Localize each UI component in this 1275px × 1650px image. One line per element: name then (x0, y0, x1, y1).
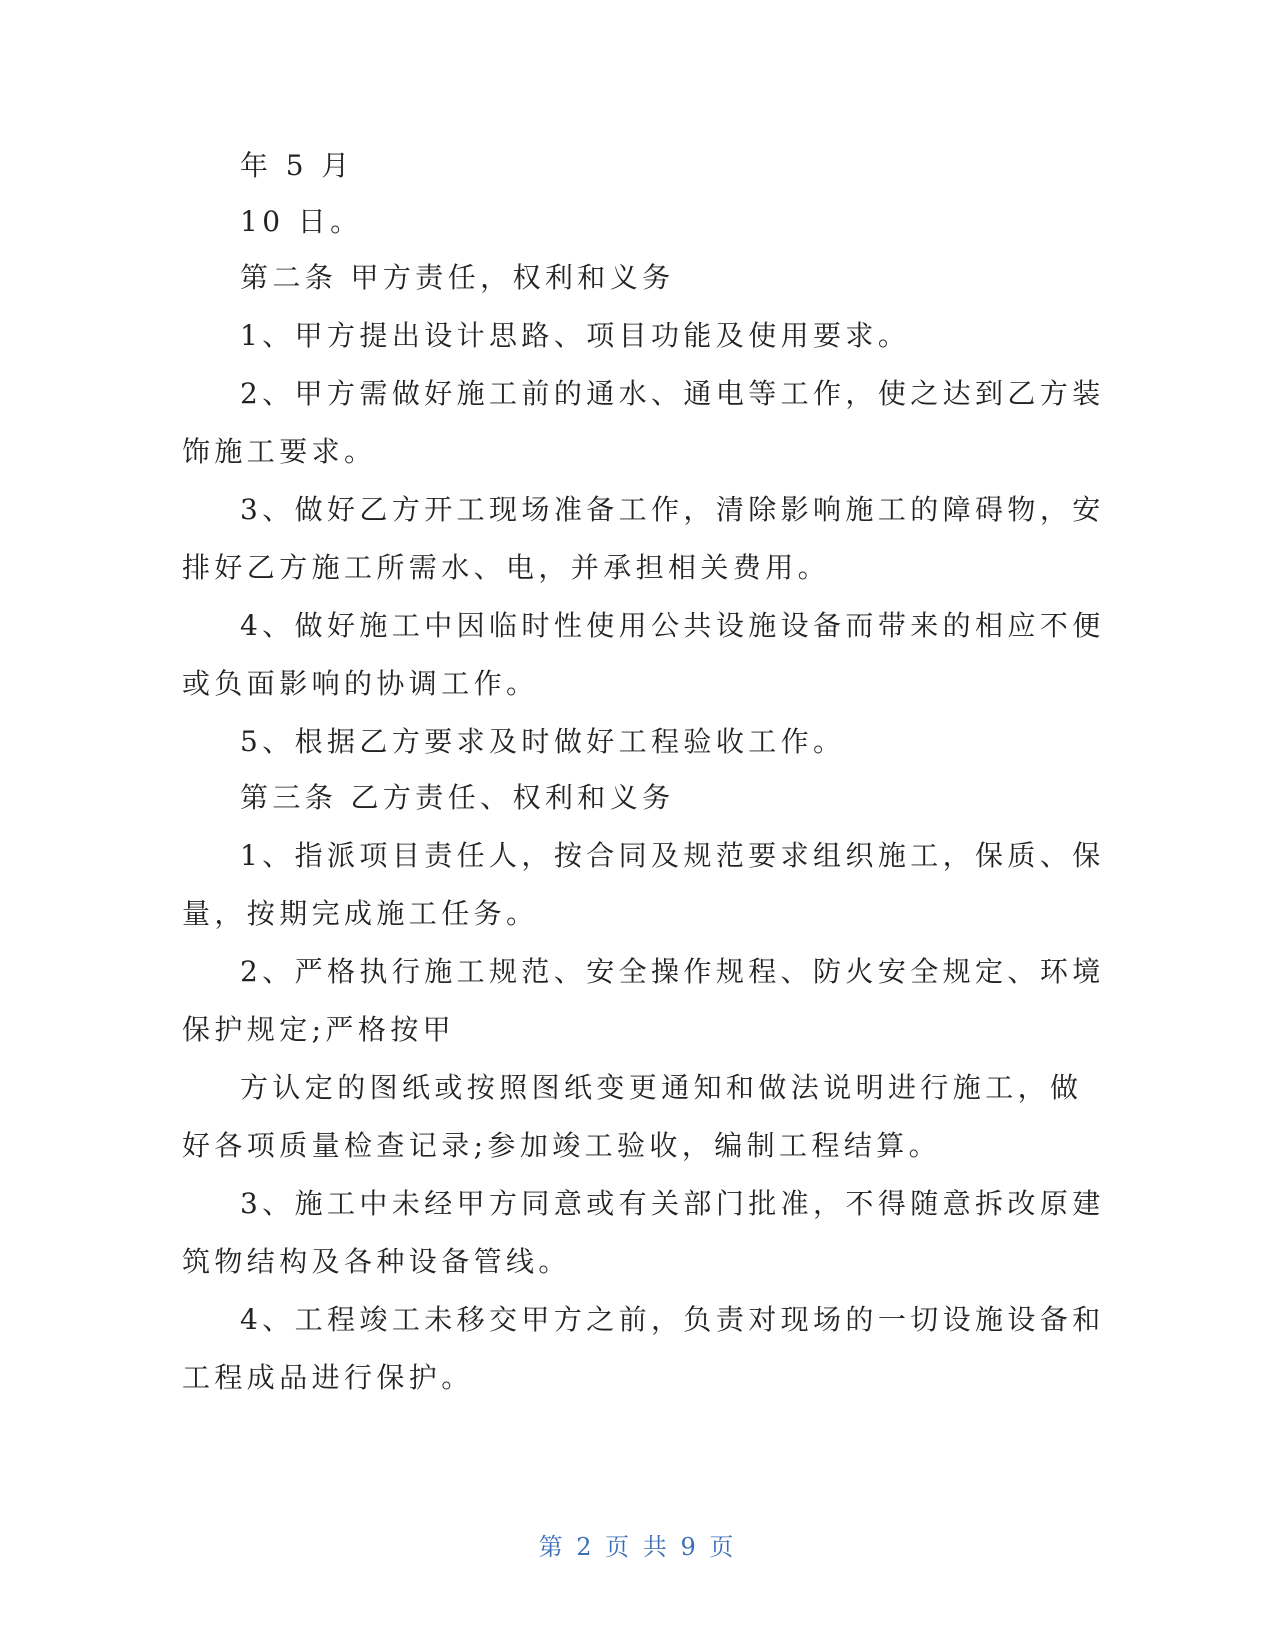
page-footer: 第 2 页 共 9 页 (538, 1533, 737, 1561)
text-line: 2、严格执行施工规范、安全操作规程、防火安全规定、环境 (240, 955, 1105, 988)
text-line: 4、做好施工中因临时性使用公共设施设备而带来的相应不便 (240, 609, 1105, 642)
text-line: 3、做好乙方开工现场准备工作，清除影响施工的障碍物，安 (240, 493, 1105, 526)
section-heading: 第三条 乙方责任、权利和义务 (240, 781, 675, 814)
text-line: 4、工程竣工未移交甲方之前，负责对现场的一切设施设备和 (240, 1303, 1105, 1336)
text-line: 好各项质量检查记录;参加竣工验收，编制工程结算。 (182, 1129, 942, 1162)
text-line: 10 日。 (240, 205, 363, 238)
text-line: 2、甲方需做好施工前的通水、通电等工作，使之达到乙方装 (240, 377, 1105, 410)
section-heading: 第二条 甲方责任，权利和义务 (240, 261, 675, 294)
text-line: 方认定的图纸或按照图纸变更通知和做法说明进行施工，做 (240, 1071, 1083, 1104)
text-line: 量，按期完成施工任务。 (182, 897, 539, 930)
text-line: 1、甲方提出设计思路、项目功能及使用要求。 (240, 319, 911, 352)
text-line: 3、施工中未经甲方同意或有关部门批准，不得随意拆改原建 (240, 1187, 1105, 1220)
text-line: 筑物结构及各种设备管线。 (182, 1245, 571, 1278)
text-line: 1、指派项目责任人，按合同及规范要求组织施工，保质、保 (240, 839, 1105, 872)
text-line: 饰施工要求。 (182, 435, 377, 468)
text-line: 5、根据乙方要求及时做好工程验收工作。 (240, 725, 846, 758)
text-line: 年 5 月 (240, 149, 354, 182)
text-line: 保护规定;严格按甲 (182, 1013, 456, 1046)
text-line: 或负面影响的协调工作。 (182, 667, 539, 700)
text-line: 排好乙方施工所需水、电，并承担相关费用。 (182, 551, 831, 584)
text-line: 工程成品进行保护。 (182, 1361, 474, 1394)
